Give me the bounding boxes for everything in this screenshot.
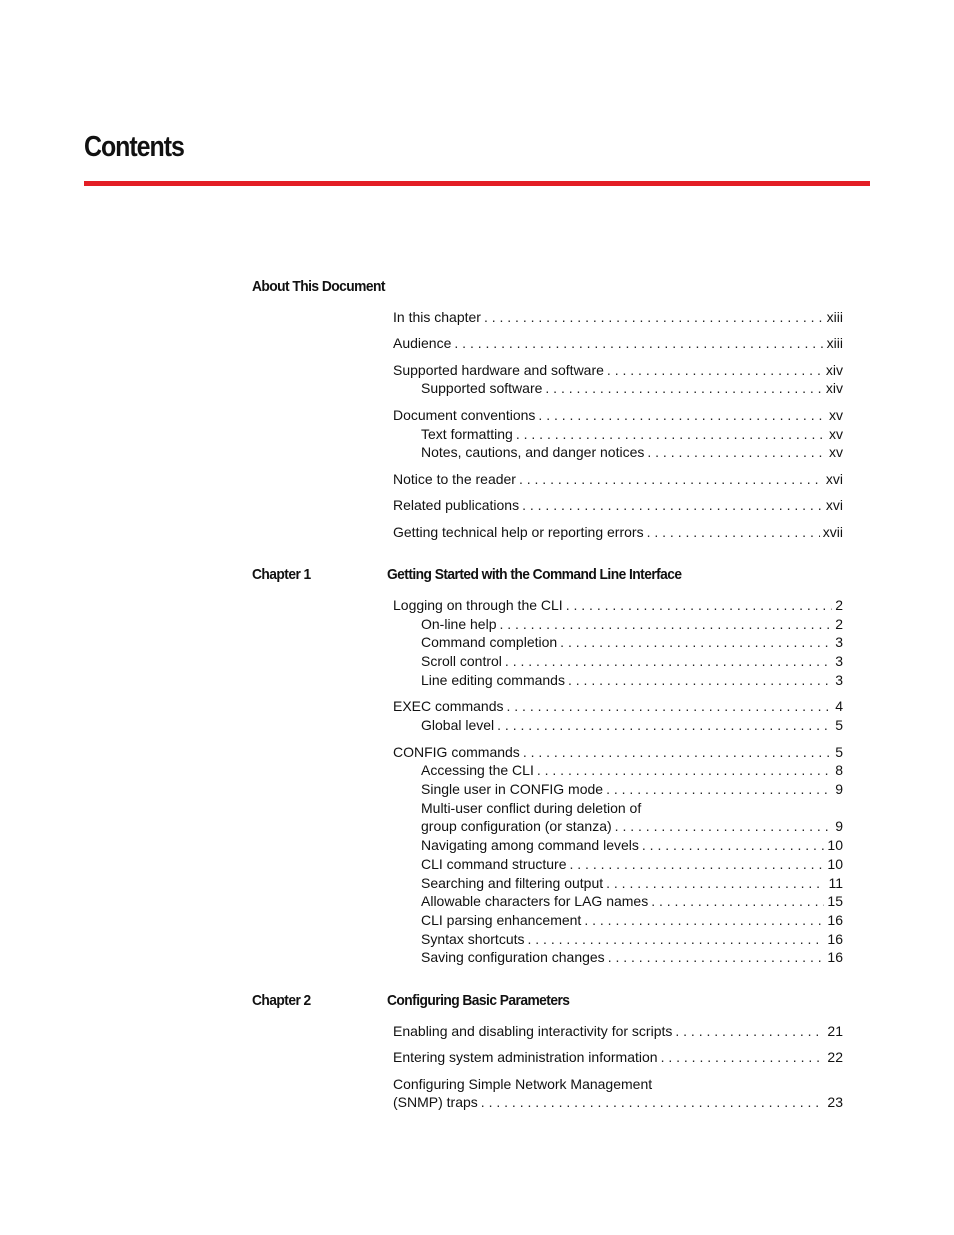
toc-entry-text: EXEC commands (393, 698, 504, 714)
dot-leader (516, 425, 826, 443)
toc-entry-text: Related publications (393, 497, 520, 513)
toc-entry-text: Enabling and disabling interactivity for scripts (393, 1023, 673, 1039)
toc-entry-syntax-shortcuts[interactable] (421, 930, 843, 948)
dot-leader (538, 406, 826, 424)
toc-entry-page: xiv (825, 362, 843, 378)
toc-entry-page: 16 (827, 949, 843, 965)
toc-entry-document-conventions[interactable] (393, 406, 843, 424)
dot-leader (606, 874, 825, 892)
dot-leader (484, 308, 824, 326)
toc-entry-page: 2 (835, 597, 843, 613)
toc-entry-audience[interactable] (393, 334, 843, 352)
toc-entry-text: Allowable characters for LAG names (421, 893, 649, 909)
toc-entry-page: 16 (827, 931, 843, 947)
chapter-label-2: Chapter 2 (252, 992, 311, 1009)
toc-entry-page: xvi (825, 497, 843, 513)
toc-entry-page: 9 (835, 781, 843, 797)
toc-entry-page: 5 (835, 744, 843, 760)
toc-entry-config-commands[interactable] (393, 743, 843, 761)
dot-leader (661, 1048, 825, 1066)
chapter-title-1[interactable]: Getting Started with the Command Line Interface (387, 566, 682, 583)
toc-entry-text: Accessing the CLI (421, 762, 534, 778)
title-rule (84, 181, 870, 186)
toc-entry-command-completion[interactable] (421, 633, 843, 651)
toc-entry-accessing-cli[interactable] (421, 761, 843, 779)
toc-entry-text: In this chapter (393, 309, 481, 325)
toc-entry-snmp-line1[interactable]: Configuring Simple Network Management (393, 1076, 653, 1092)
dot-leader (566, 596, 833, 614)
toc-entry-snmp-line2[interactable] (393, 1093, 843, 1111)
toc-entry-text: Scroll control (421, 653, 502, 669)
toc-entry-text: On-line help (421, 616, 497, 632)
toc-entry-text: Navigating among command levels (421, 837, 639, 853)
toc-entry-text: Document conventions (393, 407, 536, 423)
toc-entry-page: xv (829, 444, 843, 460)
toc-entry-saving-config[interactable] (421, 948, 843, 966)
dot-leader (607, 361, 823, 379)
toc-entry-multi-user-line1[interactable]: Multi-user conflict during deletion of (421, 800, 642, 816)
toc-entry-page: 10 (827, 837, 843, 853)
toc-entry-text: Audience (393, 335, 452, 351)
dot-leader (608, 948, 825, 966)
dot-leader (528, 930, 825, 948)
toc-entry-cli-structure[interactable] (421, 855, 843, 873)
toc-entry-interactivity[interactable] (393, 1022, 843, 1040)
toc-entry-page: 4 (835, 698, 843, 714)
toc-entry-page: 11 (828, 875, 843, 891)
toc-entry-text: Single user in CONFIG mode (421, 781, 604, 797)
section-heading-about: About This Document (252, 278, 385, 295)
toc-entry-related-publications[interactable] (393, 496, 843, 514)
toc-entry-notes-cautions[interactable] (421, 443, 843, 461)
toc-entry-in-this-chapter[interactable] (393, 308, 843, 326)
toc-entry-text: Text formatting (421, 426, 513, 442)
toc-entry-page: 10 (827, 856, 843, 872)
toc-entry-page: 2 (835, 616, 843, 632)
toc-entry-exec-commands[interactable] (393, 697, 843, 715)
dot-leader (584, 911, 824, 929)
toc-entry-text: Global level (421, 717, 495, 733)
dot-leader (523, 743, 832, 761)
toc-entry-text: Supported hardware and software (393, 362, 604, 378)
toc-entry-text: group configuration (or stanza) (421, 818, 612, 834)
dot-leader (642, 836, 825, 854)
toc-entry-notice-to-reader[interactable] (393, 470, 843, 488)
dot-leader (545, 379, 822, 397)
toc-entry-text: Notice to the reader (393, 471, 516, 487)
dot-leader (506, 697, 832, 715)
toc-entry-text: Syntax shortcuts (421, 931, 525, 947)
dot-leader (497, 716, 832, 734)
dot-leader (606, 780, 832, 798)
toc-entry-page: xiii (826, 335, 843, 351)
toc-entry-page: 23 (827, 1094, 843, 1110)
toc-entry-text: CONFIG commands (393, 744, 520, 760)
toc-entry-page: 22 (827, 1049, 843, 1065)
toc-entry-logging-on[interactable] (393, 596, 843, 614)
toc-entry-page: 5 (835, 717, 843, 733)
dot-leader (647, 443, 826, 461)
dot-leader (647, 523, 820, 541)
toc-entry-scroll-control[interactable] (421, 652, 843, 670)
toc-entry-page: 3 (835, 672, 843, 688)
toc-entry-page: 9 (835, 818, 843, 834)
toc-entry-text: Notes, cautions, and danger notices (421, 444, 645, 460)
dot-leader (522, 496, 823, 514)
dot-leader (500, 615, 833, 633)
toc-entry-text: CLI parsing enhancement (421, 912, 582, 928)
toc-entry-page: xvii (822, 524, 843, 540)
toc-entry-text: Searching and filtering output (421, 875, 604, 891)
toc-entry-page: 21 (827, 1023, 843, 1039)
toc-entry-technical-help[interactable] (393, 523, 843, 541)
dot-leader (537, 761, 832, 779)
toc-entry-multi-user-line2[interactable] (421, 817, 843, 835)
toc-entry-global-level[interactable] (421, 716, 843, 734)
toc-entry-text: CLI command structure (421, 856, 567, 872)
toc-entry-text: Getting technical help or reporting errors (393, 524, 644, 540)
toc-entry-navigating[interactable] (421, 836, 843, 854)
toc-entry-page: 3 (835, 653, 843, 669)
toc-entry-page: xv (829, 426, 843, 442)
toc-entry-single-user[interactable] (421, 780, 843, 798)
toc-entry-page: xvi (825, 471, 843, 487)
toc-entry-supported-hardware[interactable] (393, 361, 843, 379)
toc-entry-page: xiv (825, 380, 843, 396)
toc-entry-text: Command completion (421, 634, 558, 650)
toc-entry-text: (SNMP) traps (393, 1094, 478, 1110)
toc-entry-online-help[interactable] (421, 615, 843, 633)
toc-entry-cli-parsing[interactable] (421, 911, 843, 929)
dot-leader (570, 855, 825, 873)
toc-entry-page: 16 (827, 912, 843, 928)
toc-entry-page: xv (829, 407, 843, 423)
toc-entry-line-editing[interactable] (421, 671, 843, 689)
dot-leader (675, 1022, 824, 1040)
dot-leader (651, 892, 824, 910)
dot-leader (481, 1093, 825, 1111)
toc-entry-page: 3 (835, 634, 843, 650)
toc-entry-text: Supported software (421, 380, 543, 396)
toc-entry-text: Saving configuration changes (421, 949, 605, 965)
chapter-title-2[interactable]: Configuring Basic Parameters (387, 992, 570, 1009)
chapter-label-1: Chapter 1 (252, 566, 311, 583)
toc-entry-text: Entering system administration information (393, 1049, 658, 1065)
toc-entry-lag-names[interactable] (421, 892, 843, 910)
dot-leader (615, 817, 833, 835)
toc-entry-system-admin[interactable] (393, 1048, 843, 1066)
dot-leader (519, 470, 823, 488)
toc-entry-supported-software[interactable] (421, 379, 843, 397)
page-title: Contents (84, 131, 184, 163)
toc-entry-text: Logging on through the CLI (393, 597, 563, 613)
toc-entry-page: xiii (826, 309, 843, 325)
toc-entry-text: Line editing commands (421, 672, 565, 688)
toc-entry-page: 15 (827, 893, 843, 909)
dot-leader (560, 633, 832, 651)
dot-leader (454, 334, 823, 352)
dot-leader (505, 652, 832, 670)
toc-entry-page: 8 (835, 762, 843, 778)
dot-leader (568, 671, 832, 689)
toc-entry-text-formatting[interactable] (421, 425, 843, 443)
toc-entry-searching-filtering[interactable] (421, 874, 843, 892)
